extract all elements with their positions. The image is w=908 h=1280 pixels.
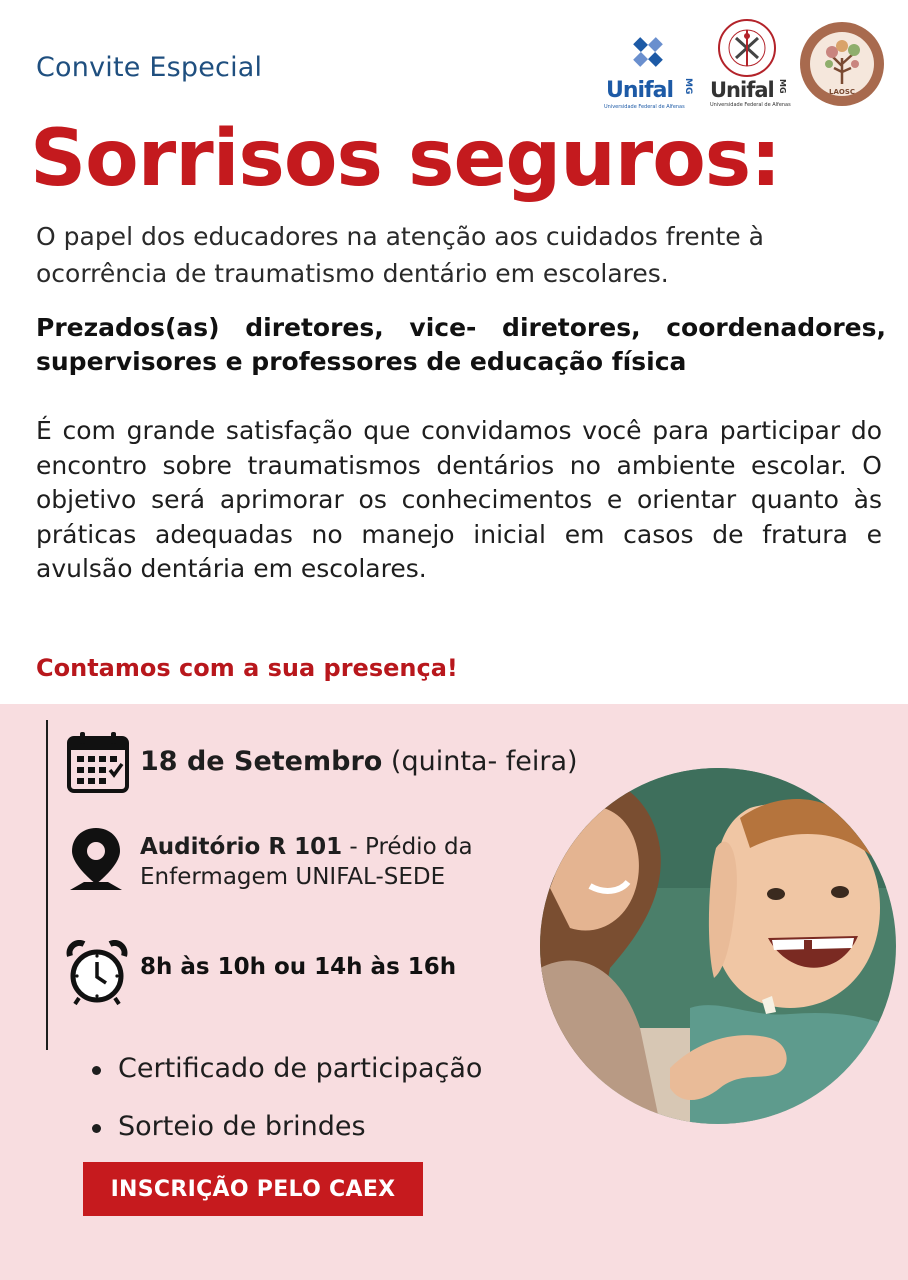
- alarm-clock-icon: [64, 940, 130, 1006]
- faculdade-logo-caption: Universidade Federal de Alfenas: [710, 102, 791, 108]
- faculdade-logo-name: Unifal: [710, 78, 774, 102]
- unifal-logo: [600, 30, 696, 110]
- unifal-logo-name: Unifal: [606, 78, 674, 103]
- header-label: Convite Especial: [36, 52, 263, 83]
- call-to-action: Contamos com a sua presença!: [36, 654, 458, 682]
- invitation-body: É com grande satisfação que convidamos você para participar do encontro sobre traumatismos dentários no ambiente escolar. O objetivo será aprimorar os conhecimentos e orientar quanto às práticas adequadas no manejo inicial em casos de fratura e avulsão dentária em escolares.: [36, 416, 882, 583]
- location-pin-icon: [66, 826, 126, 896]
- page-title: Sorrisos seguros:: [30, 114, 781, 204]
- event-location-bold: Auditório R 101: [140, 834, 343, 860]
- greeting: Prezados(as) diretores, vice- diretores, coordenadores, supervisores e professores de educação física: [36, 313, 886, 376]
- event-time: 8h às 10h ou 14h às 16h: [140, 954, 457, 980]
- event-date: [140, 746, 578, 777]
- event-date-bold: 18 de Setembro: [140, 746, 383, 777]
- event-date-weekday: (quinta- feira): [390, 746, 578, 777]
- unifal-emblem-icon: [600, 30, 696, 80]
- laosc-tree-icon: [798, 18, 886, 110]
- unifal-logo-suffix: MG: [683, 78, 693, 95]
- odontologia-seal-icon: [708, 18, 786, 78]
- logos: [600, 18, 890, 113]
- event-location-detail: - Prédio da Enfermagem UNIFAL-SEDE: [140, 834, 473, 890]
- laosc-logo: [798, 18, 886, 110]
- photo-illustration: [540, 768, 896, 1124]
- page-subtitle: O papel dos educadores na atenção aos cuidados frente à ocorrência de traumatismo dentário em escolares.: [36, 222, 764, 288]
- benefit-item: Certificado de participação: [88, 1040, 482, 1098]
- benefit-item: Sorteio de brindes: [88, 1098, 482, 1156]
- event-location: [140, 832, 540, 892]
- faculdade-odontologia-logo: [708, 18, 791, 110]
- child-smiling-photo: [540, 768, 896, 1124]
- unifal-logo-caption: Universidade Federal de Alfenas: [604, 104, 685, 110]
- calendar-icon: [66, 730, 130, 794]
- benefits-list: [88, 1040, 482, 1156]
- laosc-logo-name: LAOSC: [828, 88, 856, 96]
- registration-button[interactable]: INSCRIÇÃO PELO CAEX: [83, 1162, 423, 1216]
- vertical-divider: [46, 720, 48, 1050]
- faculdade-logo-suffix: MG: [778, 79, 787, 94]
